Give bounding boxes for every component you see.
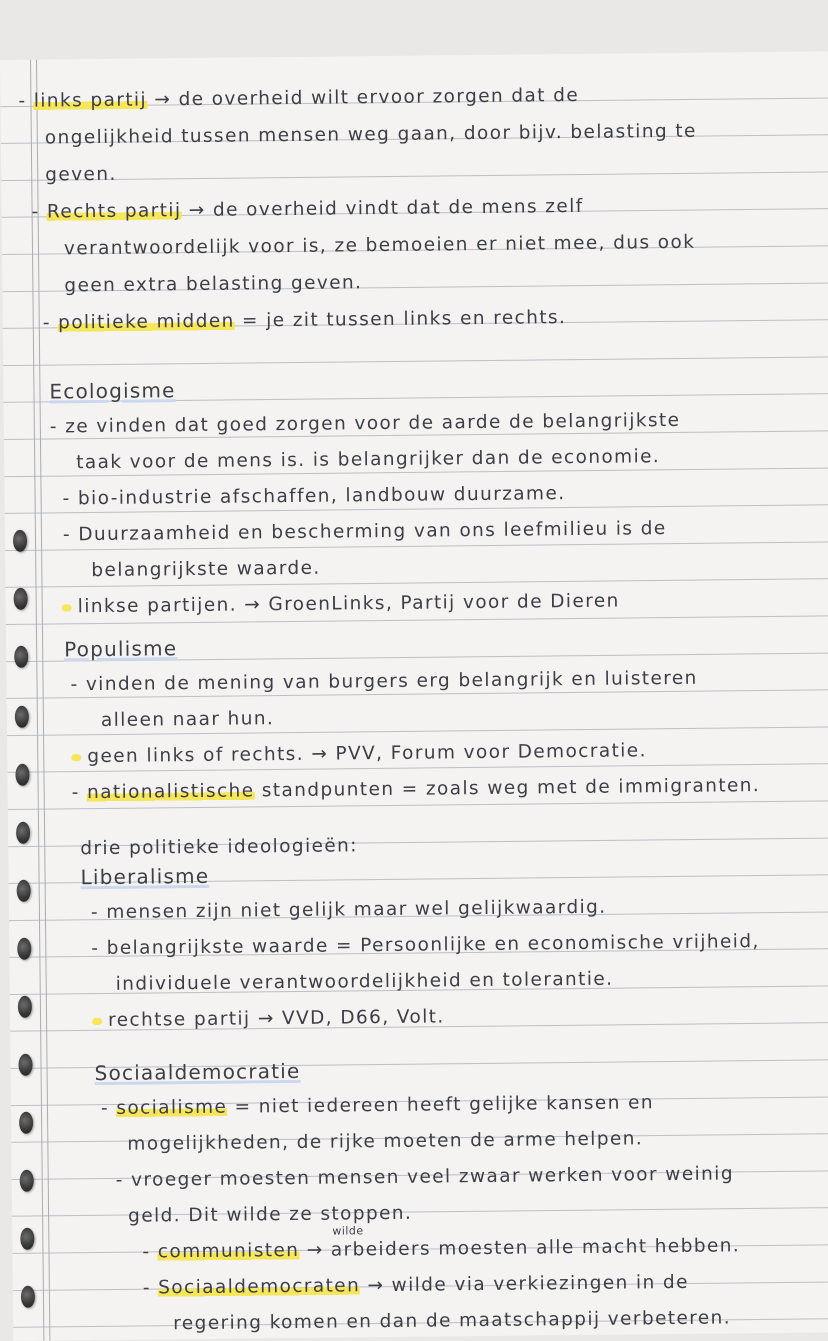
note-text: rechtse partij → VVD, D66, Volt. [107, 1006, 445, 1031]
note-line: drie politieke ideologieën: [80, 835, 358, 860]
handwritten-notes [0, 51, 828, 1341]
highlighted-term: socialisme [116, 1096, 228, 1119]
note-line: mogelijkheden, de rijke moeten de arme helpen. [127, 1128, 644, 1155]
note-line [62, 590, 620, 620]
highlight-bullet [71, 754, 81, 761]
note-text: geen links of rechts. → PVV, Forum voor Democratie. [87, 740, 647, 768]
dash: - [18, 90, 34, 112]
section-title-sociaaldemocratie [94, 1059, 300, 1085]
note-line: - Duurzaamheid en bescherming van ons leefmilieu is de [62, 518, 667, 546]
note-line [92, 1005, 445, 1033]
dash: - [31, 201, 48, 223]
note-line: - ze vinden dat goed zorgen voor de aarde de belangrijkste [49, 409, 681, 438]
dash: - [142, 1277, 159, 1299]
section-title-liberalisme [80, 864, 209, 889]
section-title-ecologisme [49, 378, 175, 403]
heading-text: Sociaaldemocratie [94, 1058, 301, 1086]
note-line: - belangrijkste waarde = Persoonlijke en economische vrijheid, [91, 931, 760, 960]
note-line: geen extra belasting geven. [64, 272, 363, 297]
note-line: regering komen en dan de maatschappij verbeteren. [173, 1307, 732, 1335]
notebook-page [0, 51, 828, 1341]
inserted-word: wilde [332, 1224, 364, 1238]
note-text: → de overheid wilt ervoor zorgen dat de [146, 84, 580, 111]
highlighted-term: politieke midden [58, 310, 235, 334]
highlight-bullet [62, 604, 72, 611]
note-line: belangrijkste waarde. [91, 557, 321, 582]
note-line: geld. Dit wilde ze stoppen. [128, 1202, 413, 1227]
note-line [43, 306, 567, 335]
note-line: individuele verantwoordelijkheid en tolerantie. [115, 968, 614, 995]
note-text: = je zit tussen links en rechts. [234, 307, 567, 332]
note-line [101, 1091, 654, 1121]
note-text: linkse partijen. → GroenLinks, Partij voor de Dieren [77, 590, 620, 618]
note-line: ongelijkheid tussen mensen weg gaan, door bijv. belasting te [44, 120, 697, 149]
dash: - [42, 312, 59, 334]
highlighted-term: nationalistische [86, 780, 255, 804]
heading-text: Liberalisme [80, 863, 210, 890]
note-line [31, 195, 583, 225]
highlighted-term: links partij [33, 89, 148, 112]
note-line: alleen naar hun. [100, 708, 275, 731]
note-line: - vinden de mening van burgers erg belangrijk en luisteren [70, 667, 698, 696]
heading-text: Ecologisme [49, 378, 176, 404]
note-line: - mensen zijn niet gelijk maar wel gelijkwaardig. [90, 896, 607, 924]
dash: - [71, 782, 88, 804]
note-line [72, 774, 761, 805]
section-title-populisme [64, 636, 177, 661]
note-line: taak voor de mens is. is belangrijker dan de economie. [76, 446, 661, 474]
highlighted-term: Rechts partij [46, 200, 182, 223]
highlighted-term: Sociaaldemocraten [158, 1275, 361, 1299]
note-line [18, 84, 579, 114]
note-text: = niet iedereen heeft gelijke kansen en [227, 1092, 655, 1118]
note-line: verantwoordelijk voor is, ze bemoeien er niet mee, dus ook [63, 231, 696, 260]
note-line [143, 1271, 689, 1301]
dash: - [142, 1241, 158, 1263]
note-line: geven. [45, 163, 117, 186]
note-line: - bio-industrie afschaffen, landbouw duurzame. [62, 483, 566, 510]
dash: - [100, 1097, 117, 1119]
note-text: → wilde via verkiezingen in de [360, 1271, 689, 1297]
note-text: → arbeiders moesten alle macht hebben. [299, 1235, 741, 1261]
note-text: → de overheid vindt dat de mens zelf [181, 195, 584, 222]
highlighted-term: communisten [157, 1239, 300, 1263]
note-line [142, 1234, 740, 1264]
note-line [71, 739, 647, 769]
note-text: standpunten = zoals weg met de immigranten. [254, 775, 761, 802]
note-line: - vroeger moesten mensen veel zwaar werken voor weinig [115, 1163, 735, 1191]
heading-text: Populisme [64, 636, 178, 662]
highlight-bullet [92, 1017, 102, 1024]
